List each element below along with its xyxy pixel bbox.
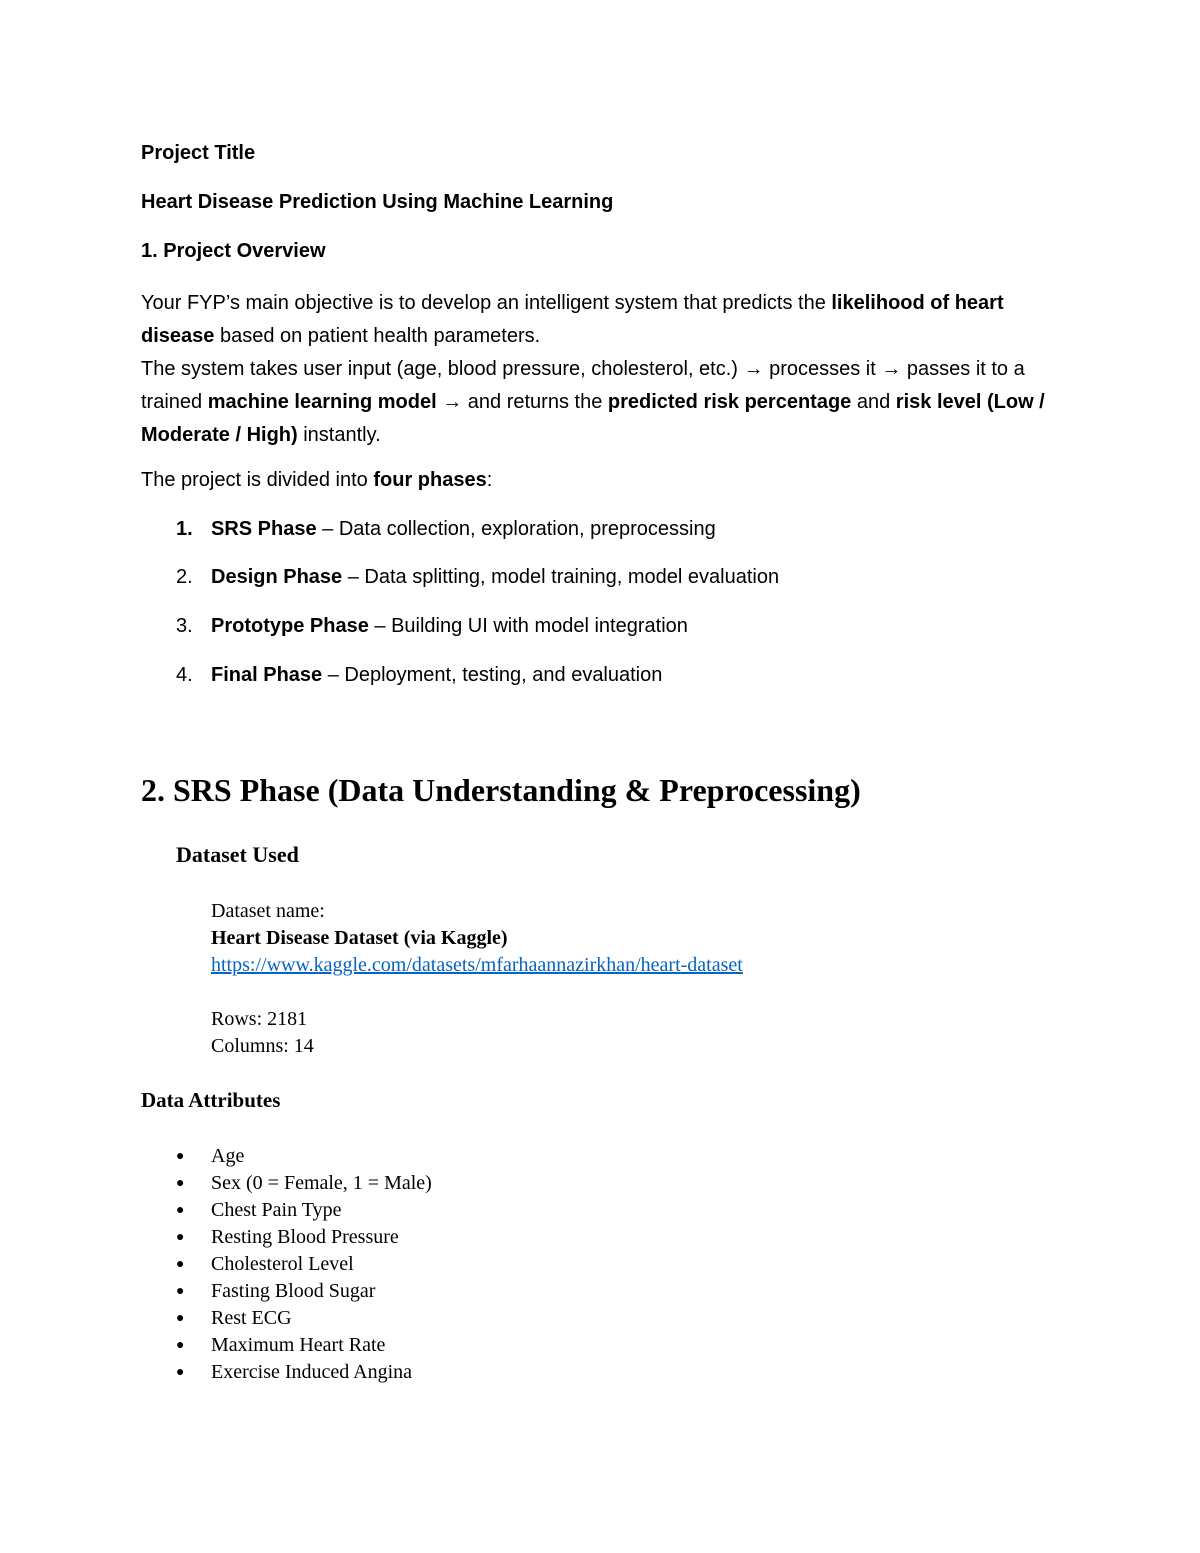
overview-p2-text-3: and	[851, 391, 896, 413]
bullet-icon: ●	[176, 1176, 185, 1191]
overview-p2-text-4: instantly.	[297, 424, 381, 446]
dataset-rows: Rows: 2181	[211, 1008, 308, 1030]
bullet-icon: ●	[176, 1311, 185, 1326]
overview-p3-text-2: :	[486, 469, 493, 491]
overview-p3-bold-1: four phases	[373, 469, 487, 491]
attribute-label: Rest ECG	[211, 1307, 292, 1329]
dataset-link[interactable]: https://www.kaggle.com/datasets/mfarhaannazirkhan/heart-dataset	[211, 954, 743, 976]
bullet-icon: ●	[176, 1230, 185, 1245]
phase-name: SRS Phase	[211, 518, 317, 540]
attribute-label: Chest Pain Type	[211, 1199, 342, 1221]
project-title: Heart Disease Prediction Using Machine Learning	[141, 191, 614, 213]
bullet-icon: ●	[176, 1284, 185, 1299]
overview-p2-bold-1: machine learning model	[207, 391, 437, 413]
overview-p1-text-1: Your FYP’s main objective is to develop an intelligent system that predicts the	[141, 292, 832, 314]
phase-description: – Deployment, testing, and evaluation	[322, 664, 663, 686]
phase-list-item	[176, 615, 688, 638]
phase-description: – Data splitting, model training, model evaluation	[342, 566, 780, 588]
attribute-label: Age	[211, 1145, 245, 1167]
attribute-label: Resting Blood Pressure	[211, 1226, 399, 1248]
dataset-name: Heart Disease Dataset (via Kaggle)	[211, 927, 508, 949]
dataset-name-label: Dataset name:	[211, 900, 325, 922]
list-item	[176, 1359, 432, 1386]
bullet-icon: ●	[176, 1149, 185, 1164]
overview-paragraph-3	[141, 469, 492, 492]
srs-heading: 2. SRS Phase (Data Understanding & Preprocessing)	[141, 772, 861, 808]
overview-p2-bold-3: risk level (Low / Moderate / High)	[141, 391, 1045, 446]
attribute-label: Sex (0 = Female, 1 = Male)	[211, 1172, 432, 1194]
overview-p2-text-2: → and returns the	[436, 391, 608, 413]
phase-name: Final Phase	[211, 664, 323, 686]
overview-paragraph-1	[141, 287, 1061, 353]
attribute-label: Fasting Blood Sugar	[211, 1280, 376, 1302]
phase-number: 3.	[176, 615, 193, 637]
list-item	[176, 1278, 432, 1305]
overview-heading: 1. Project Overview	[141, 240, 326, 262]
bullet-icon: ●	[176, 1203, 185, 1218]
dataset-used-heading: Dataset Used	[176, 842, 299, 867]
spacer	[211, 979, 743, 1006]
list-item	[176, 1224, 432, 1251]
overview-p2-bold-2: predicted risk percentage	[607, 391, 852, 413]
phase-number: 1.	[176, 518, 193, 540]
phase-list-item	[176, 664, 662, 687]
overview-p1-bold-1: likelihood of heart disease	[141, 292, 1004, 347]
project-title-label: Project Title	[141, 142, 256, 164]
dataset-info-block	[211, 898, 743, 1060]
overview-p1-text-2: based on patient health parameters.	[214, 325, 541, 347]
dataset-columns: Columns: 14	[211, 1035, 314, 1057]
phase-number: 2.	[176, 566, 193, 588]
list-item	[176, 1170, 432, 1197]
data-attributes-list	[176, 1143, 432, 1386]
attribute-label: Maximum Heart Rate	[211, 1334, 386, 1356]
bullet-icon: ●	[176, 1257, 185, 1272]
attribute-label: Cholesterol Level	[211, 1253, 354, 1275]
phase-description: – Data collection, exploration, preprocessing	[316, 518, 716, 540]
overview-paragraph-2	[141, 353, 1061, 452]
bullet-icon: ●	[176, 1365, 185, 1380]
overview-p2-text-1: The system takes user input (age, blood pressure, cholesterol, etc.) → processes it → passes it to a trained	[141, 358, 1025, 413]
list-item	[176, 1197, 432, 1224]
phase-number: 4.	[176, 664, 193, 686]
phase-list-item	[176, 518, 716, 541]
phase-description: – Building UI with model integration	[368, 615, 688, 637]
overview-p3-text-1: The project is divided into	[141, 469, 374, 491]
phase-name: Design Phase	[211, 566, 343, 588]
bullet-icon: ●	[176, 1338, 185, 1353]
data-attributes-heading: Data Attributes	[141, 1088, 281, 1112]
attribute-label: Exercise Induced Angina	[211, 1361, 413, 1383]
list-item	[176, 1332, 432, 1359]
phase-list-item	[176, 566, 779, 589]
list-item	[176, 1251, 432, 1278]
list-item	[176, 1143, 432, 1170]
list-item	[176, 1305, 432, 1332]
phase-name: Prototype Phase	[211, 615, 369, 637]
